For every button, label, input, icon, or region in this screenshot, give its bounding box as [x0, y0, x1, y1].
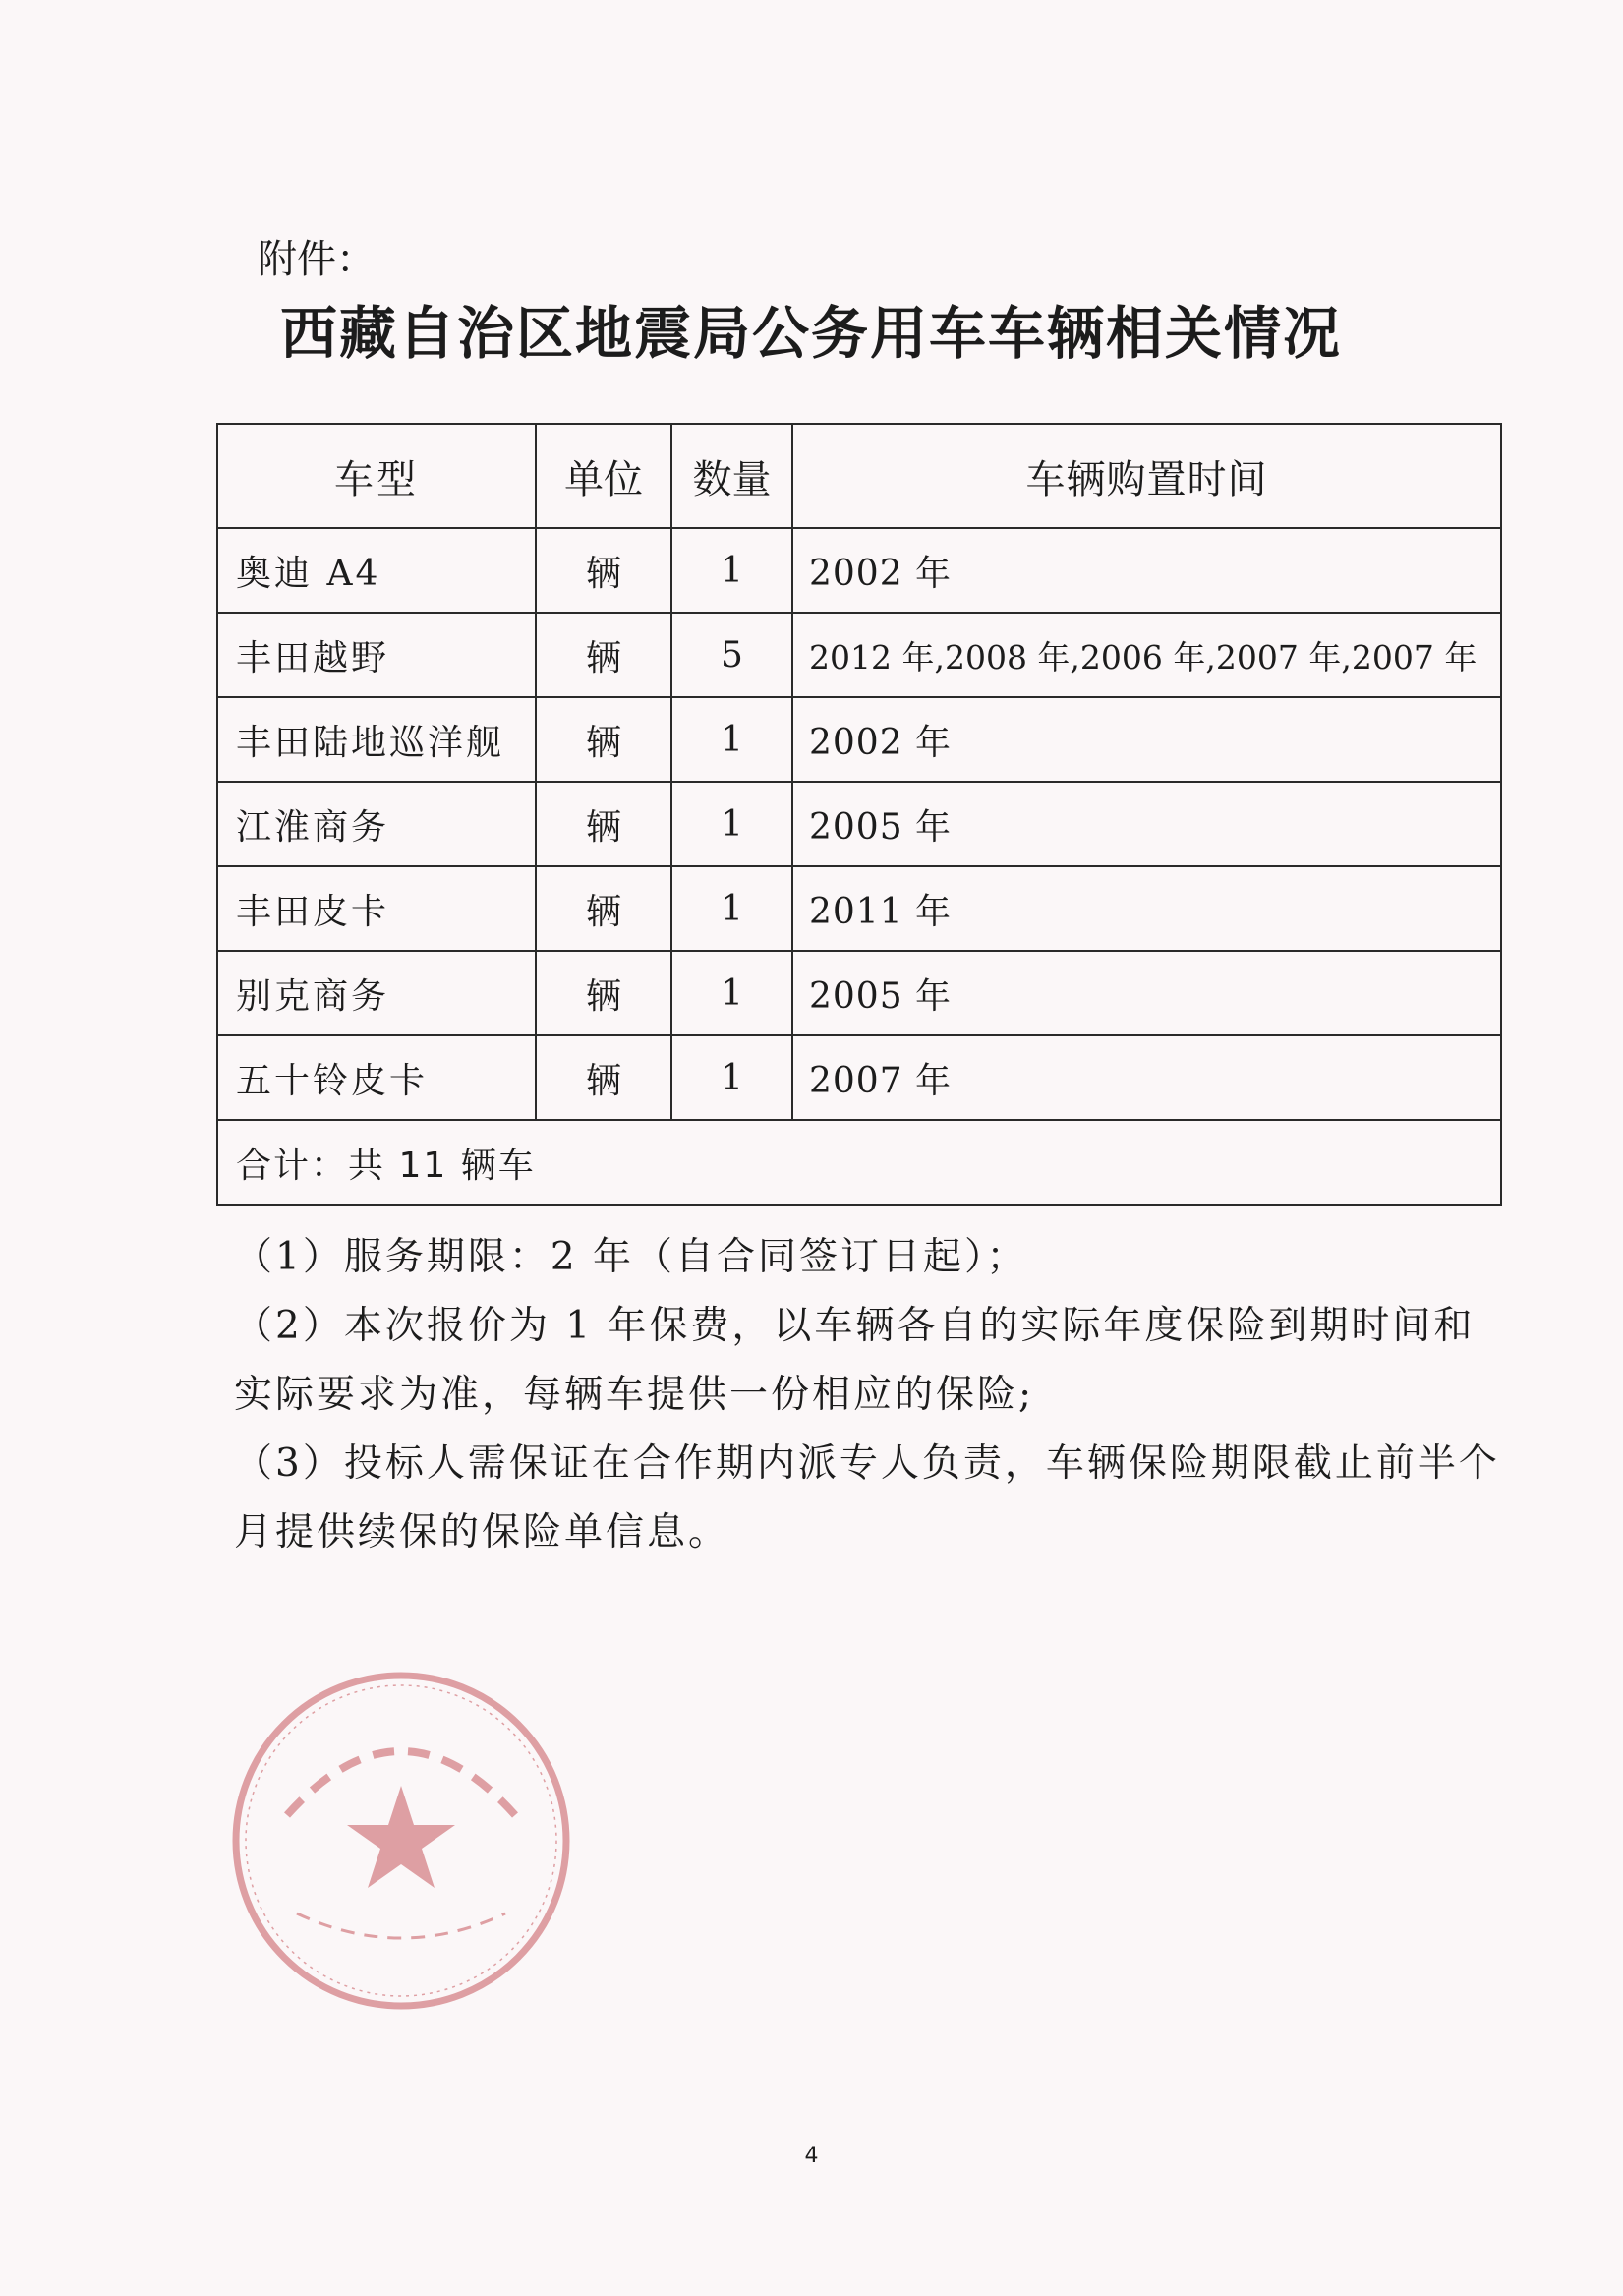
cell-unit: 辆: [536, 1035, 671, 1120]
table-row: [217, 528, 1501, 613]
table-total-row: [217, 1120, 1501, 1205]
cell-unit: 辆: [536, 951, 671, 1035]
cell-unit: 辆: [536, 866, 671, 951]
cell-model: 江淮商务: [217, 782, 536, 866]
table-row: [217, 782, 1501, 866]
cell-quantity: 1: [671, 782, 792, 866]
cell-purchase-time: 2011 年: [792, 866, 1501, 951]
cell-purchase-time: 2002 年: [792, 697, 1501, 782]
cell-purchase-time: 2012 年,2008 年,2006 年,2007 年,2007 年: [792, 613, 1501, 697]
header-quantity: 数量: [671, 424, 792, 528]
cell-unit: 辆: [536, 697, 671, 782]
table-row: [217, 866, 1501, 951]
cell-quantity: 1: [671, 1035, 792, 1120]
cell-model: 丰田陆地巡洋舰: [217, 697, 536, 782]
note-item: （2）本次报价为 1 年保费，以车辆各自的实际年度保险到期时间和实际要求为准，每辆车提供一份相应的保险;: [234, 1304, 1476, 1417]
vehicle-table: [216, 423, 1502, 1206]
cell-quantity: 5: [671, 613, 792, 697]
cell-purchase-time: 2005 年: [792, 782, 1501, 866]
cell-purchase-time: 2002 年: [792, 528, 1501, 613]
cell-model: 丰田皮卡: [217, 866, 536, 951]
cell-quantity: 1: [671, 528, 792, 613]
cell-purchase-time: 2005 年: [792, 951, 1501, 1035]
header-model: 车型: [217, 424, 536, 528]
cell-unit: 辆: [536, 782, 671, 866]
notes-section: [234, 1223, 1502, 1567]
page-number: 4: [804, 2144, 819, 2168]
cell-model: 奥迪 A4: [217, 528, 536, 613]
page-title: 西藏自治区地震局公务用车车辆相关情况: [280, 300, 1343, 367]
attachment-label: 附件：: [258, 237, 376, 282]
cell-unit: 辆: [536, 528, 671, 613]
total-count: 合计：共 11 辆车: [217, 1120, 1501, 1205]
official-seal-icon: [228, 1668, 574, 2014]
cell-quantity: 1: [671, 866, 792, 951]
header-unit: 单位: [536, 424, 671, 528]
cell-model: 别克商务: [217, 951, 536, 1035]
cell-unit: 辆: [536, 613, 671, 697]
cell-model: 五十铃皮卡: [217, 1035, 536, 1120]
cell-purchase-time: 2007 年: [792, 1035, 1501, 1120]
table-header-row: [217, 424, 1501, 528]
table-row: [217, 613, 1501, 697]
table-row: [217, 697, 1501, 782]
note-item: （1）服务期限：2 年（自合同签订日起）；: [234, 1235, 1028, 1279]
note-item: （3）投标人需保证在合作期内派专人负责，车辆保险期限截止前半个月提供续保的保险单信息。: [234, 1442, 1500, 1555]
cell-quantity: 1: [671, 697, 792, 782]
table-row: [217, 951, 1501, 1035]
header-purchase-time: 车辆购置时间: [792, 424, 1501, 528]
cell-model: 丰田越野: [217, 613, 536, 697]
cell-quantity: 1: [671, 951, 792, 1035]
table-row: [217, 1035, 1501, 1120]
